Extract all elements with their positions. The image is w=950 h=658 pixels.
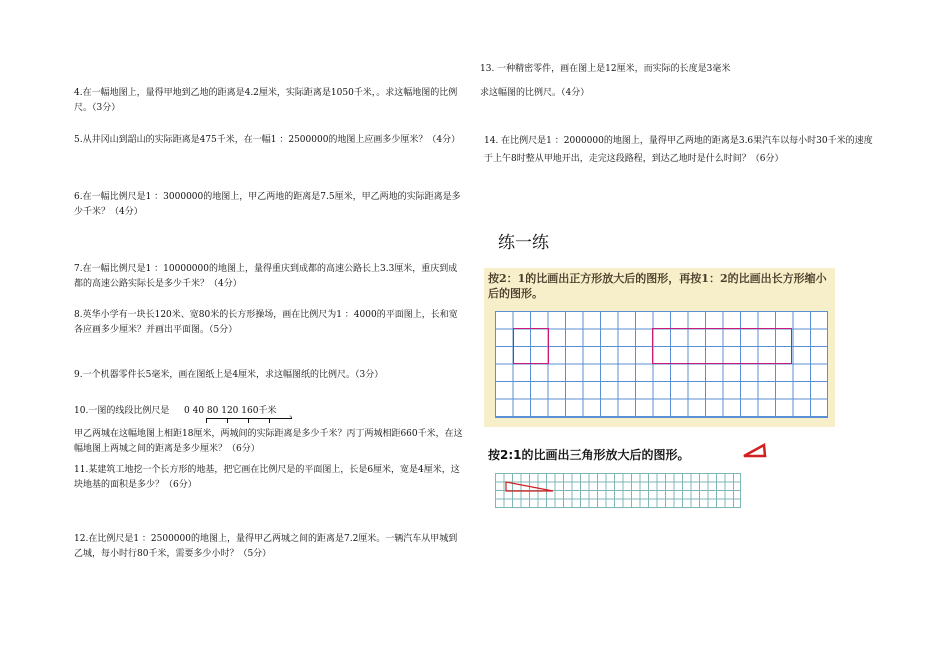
triangle-instruction: 按2:1的比画出三角形放大后的图形。 xyxy=(488,448,690,462)
scale-bar-labels: 0 40 80 120 160千米 xyxy=(184,406,277,416)
question-6: 6.在一幅比例尺是1 ：3000000的地图上，甲乙两地的距离是7.5厘米，甲乙两地的实际距离是多少千米？（4分） xyxy=(74,192,461,217)
practice-heading: 练一练 xyxy=(498,233,549,253)
question-13-line1: 13. 一种精密零件，画在图上是12厘米，而实际的长度是3毫米 xyxy=(480,64,731,74)
question-13-line2: 求这幅图的比例尺。（4分） xyxy=(480,88,590,98)
practice-panel xyxy=(484,268,835,427)
scale-bar-line xyxy=(206,418,292,419)
question-10-body: 甲乙两城在这幅地图上相距18厘米，两城间的实际距离是多少千米？丙丁两城相距660千米，在这幅地图上两城之间的距离是多少厘米？（6分） xyxy=(74,429,463,454)
question-11: 11.某建筑工地挖一个长方形的地基，把它画在比例尺是的平面图上，长是6厘米，宽是4厘米，这块地基的面积是多少？（6分） xyxy=(74,465,460,490)
question-5: 5.从井冈山到韶山的实际距离是475千米，在一幅1 ：2500000的地图上应画多少厘米？（4分） xyxy=(74,135,461,145)
question-7: 7.在一幅比例尺是1 ：10000000的地图上，量得重庆到成都的高速公路长上3.3厘米，重庆到成都的高速公路实际长是多少千米？（4分） xyxy=(74,264,458,289)
practice-instruction: 按2：1的比画出正方形放大后的图形，再按1：2的比画出长方形缩小后的图形。 xyxy=(488,272,827,300)
question-10-intro: 10.一图的线段比例尺是 xyxy=(74,406,170,416)
question-9: 9.一个机器零件长5毫米，画在图纸上是4厘米，求这幅图纸的比例尺。（3分） xyxy=(74,370,384,380)
scale-bar-tick xyxy=(206,418,207,423)
scale-bar-tick xyxy=(248,418,249,423)
scale-bar-tick xyxy=(269,418,270,423)
square-grid xyxy=(495,311,828,418)
scale-bar-arrow: › xyxy=(289,413,293,423)
triangle-grid xyxy=(495,473,741,508)
small-triangle xyxy=(505,481,555,493)
question-4: 4.在一幅地图上，量得甲地到乙地的距离是4.2厘米，实际距离是1050千米，。求这幅地图的比例尺。（3分） xyxy=(74,88,458,113)
square-shape xyxy=(513,328,549,364)
scale-bar-tick xyxy=(227,418,228,423)
question-8: 8.英华小学有一块长120米、宽80米的长方形操场，画在比例尺为1 ：4000的平面图上，长和宽各应画多少厘米？并画出平面图。（5分） xyxy=(74,310,458,335)
rectangle-shape xyxy=(652,328,792,364)
question-12: 12.在比例尺是1 ：2500000的地图上，量得甲乙两城之间的距离是7.2厘米。一辆汽车从甲城到乙城，每小时行80千米，需要多少小时？（5分） xyxy=(74,534,458,559)
triangle-icon xyxy=(742,443,768,459)
question-14: 14. 在比例尺是1 ：2000000的地图上，量得甲乙两地的距离是3.6果汽车以每小时30千米的速度于上午8时整从甲地开出，走完这段路程，到达乙地时是什么时间？（6分） xyxy=(484,136,873,164)
